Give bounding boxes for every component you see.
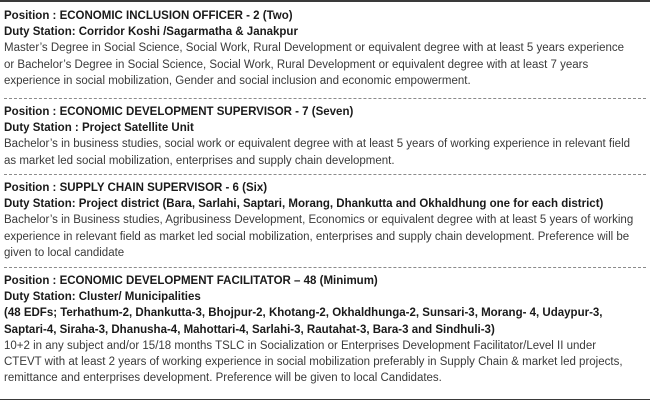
qualification-line: CTEVT with at least 2 years of working experience in social mobilization preferably in Supply Chain & market led projects, <box>4 356 623 369</box>
qualification-line: remittance and enterprises development. Preference will be given to local Candidates. <box>4 372 442 385</box>
qualification-line: or Bachelor’s Degree in Social Science, Social Work, Rural Development or equivalent degree with at least 7 years <box>4 58 589 71</box>
qualification-line: as market led social mobilization, enterprises and supply chain development. <box>4 154 395 167</box>
duty-station: Duty Station: Project district (Bara, Sarlahi, Saptari, Morang, Dhankutta and Okhaldhung one for each district) <box>4 198 604 211</box>
district-allocation: (48 EDFs; Terhathum-2, Dhankutta-3, Bhojpur-2, Khotang-2, Okhaldhunga-2, Sunsari-3, Morang- 4, Udaypur-3, <box>4 307 603 320</box>
duty-station: Duty Station: Corridor Koshi /Sagarmatha & Janakpur <box>4 26 298 39</box>
position-title: Position : ECONOMIC INCLUSION OFFICER - 2 (Two) <box>4 10 293 22</box>
district-allocation: Saptari-4, Siraha-3, Dhanusha-4, Mahottari-4, Sarlahi-3, Rautahat-3, Bara-3 and Sindhuli-3) <box>4 323 495 336</box>
position-title: Position : ECONOMIC DEVELOPMENT SUPERVISOR - 7 (Seven) <box>4 106 354 118</box>
qualification-line: experience in social mobilization, Gender and social inclusion and economic empowerment. <box>4 74 471 87</box>
qualification-line: Bachelor’s in business studies, social work or equivalent degree with at least 5 years of working experience in relevant field <box>4 138 631 151</box>
section-divider <box>4 267 646 268</box>
position-supply-chain-supervisor <box>4 180 646 261</box>
qualification-line: experience in relevant field as market led social mobilization, enterprises and supply chain development. Preference will be <box>4 230 630 243</box>
qualification-line: 10+2 in any subject and/or 15/18 months TSLC in Socialization or Enterprises Development Facilitator/Level II under <box>4 339 597 352</box>
section-divider <box>4 98 646 99</box>
position-economic-inclusion-officer <box>4 8 646 89</box>
top-rule <box>0 0 650 2</box>
duty-station: Duty Station: Cluster/ Municipalities <box>4 291 201 304</box>
duty-station: Duty Station : Project Satellite Unit <box>4 122 194 135</box>
qualification-line: given to local candidate <box>4 246 125 259</box>
qualification-line: Master’s Degree in Social Science, Social Work, Rural Development or equivalent degree with at least 5 years experience <box>4 42 625 55</box>
qualification-line: Bachelor’s in Business studies, Agribusiness Development, Economics or equivalent degree with at least 5 years of working <box>4 214 634 227</box>
position-title: Position : SUPPLY CHAIN SUPERVISOR - 6 (Six) <box>4 182 268 194</box>
position-economic-development-facilitator <box>4 273 646 386</box>
position-title: Position : ECONOMIC DEVELOPMENT FACILITATOR – 48 (Minimum) <box>4 275 378 287</box>
position-economic-development-supervisor <box>4 104 646 169</box>
section-divider <box>4 174 646 175</box>
